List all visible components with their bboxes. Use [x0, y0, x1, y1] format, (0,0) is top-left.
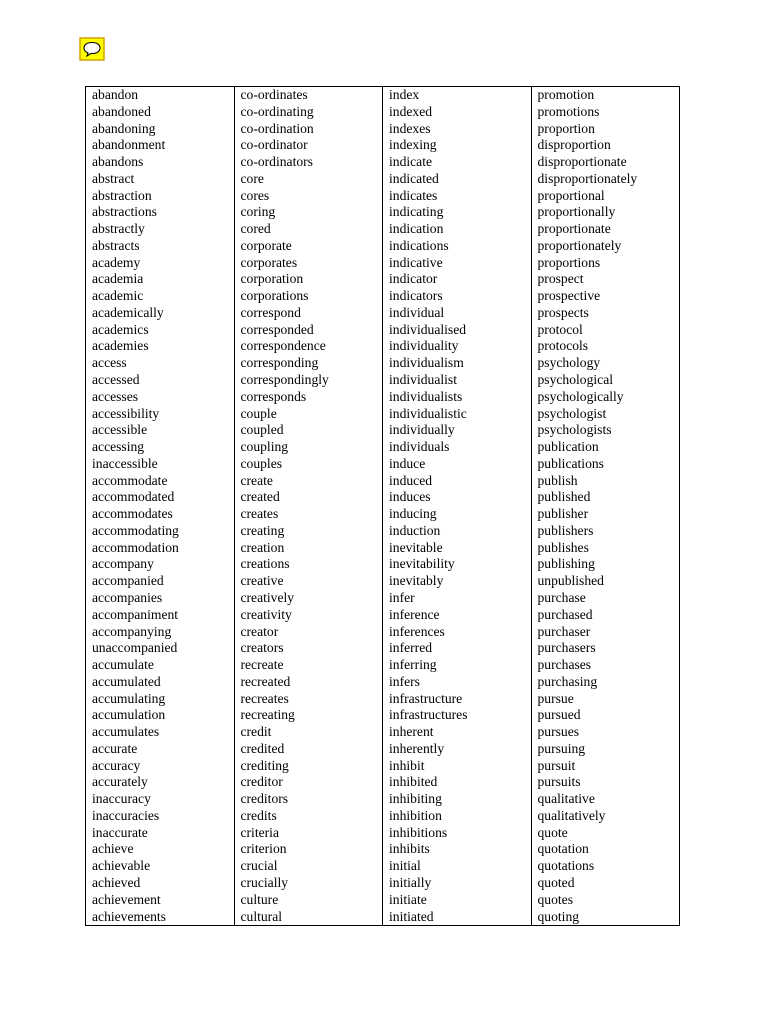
- word-entry: accessibility: [92, 405, 160, 421]
- word-entry: publishing: [537, 556, 595, 572]
- word-entry: publishers: [537, 522, 594, 538]
- word-entry: abstracts: [92, 237, 140, 253]
- word-entry: protocol: [537, 321, 583, 337]
- word-entry: criterion: [240, 841, 287, 857]
- word-entry: accompaniment: [92, 606, 179, 622]
- word-entry: cored: [240, 221, 271, 237]
- word-entry: initiated: [389, 908, 434, 924]
- word-entry: inaccessible: [92, 455, 158, 471]
- word-entry: crediting: [240, 757, 289, 773]
- word-entry: achievements: [92, 908, 166, 924]
- word-entry: correspond: [240, 304, 301, 320]
- word-list-table: [85, 86, 680, 926]
- word-entry: inhibiting: [389, 791, 442, 807]
- word-entry: indicate: [389, 154, 433, 170]
- word-entry: induces: [389, 489, 431, 505]
- word-entry: inevitability: [389, 556, 455, 572]
- word-entry: corporation: [240, 271, 304, 287]
- word-entry: disproportionate: [537, 154, 627, 170]
- word-entry: accumulates: [92, 724, 160, 740]
- word-entry: inherently: [389, 740, 445, 756]
- word-entry: recreate: [240, 657, 284, 673]
- word-entry: inherent: [389, 724, 434, 740]
- word-entry: accommodates: [92, 506, 173, 522]
- word-entry: accompanies: [92, 589, 163, 605]
- word-entry: published: [537, 489, 591, 505]
- word-entry: purchased: [537, 606, 593, 622]
- word-entry: creator: [240, 623, 279, 639]
- word-entry: access: [92, 355, 127, 371]
- word-entry: purchasing: [537, 673, 598, 689]
- word-entry: indicative: [389, 254, 443, 270]
- word-entry: publications: [537, 455, 604, 471]
- word-entry: protocols: [537, 338, 589, 354]
- word-entry: pursued: [537, 707, 581, 723]
- word-column-4: [531, 87, 680, 925]
- word-entry: credited: [240, 740, 285, 756]
- word-entry: pursues: [537, 724, 580, 740]
- word-entry: creators: [240, 640, 284, 656]
- word-entry: achieve: [92, 841, 134, 857]
- word-entry: inaccurate: [92, 824, 148, 840]
- word-entry: created: [240, 489, 280, 505]
- word-entry: individualised: [389, 321, 467, 337]
- word-entry: indicates: [389, 187, 438, 203]
- word-entry: inaccuracy: [92, 791, 151, 807]
- word-entry: inducing: [389, 506, 437, 522]
- word-entry: co-ordinating: [240, 103, 314, 119]
- word-entry: cores: [240, 187, 270, 203]
- word-entry: individualist: [389, 372, 457, 388]
- word-entry: credits: [240, 807, 277, 823]
- word-entry: accesses: [92, 388, 139, 404]
- word-entry: prospect: [537, 271, 584, 287]
- word-entry: inhibited: [389, 774, 438, 790]
- word-entry: accuracy: [92, 757, 141, 773]
- word-entry: prospects: [537, 304, 589, 320]
- word-entry: creatively: [240, 589, 295, 605]
- word-entry: cultural: [240, 908, 283, 924]
- word-column-3: [382, 87, 531, 925]
- word-entry: inhibit: [389, 757, 425, 773]
- word-entry: create: [240, 472, 273, 488]
- word-entry: prospective: [537, 288, 601, 304]
- word-entry: creditors: [240, 791, 289, 807]
- word-entry: infrastructure: [389, 690, 463, 706]
- word-entry: coupled: [240, 422, 284, 438]
- word-entry: creations: [240, 556, 290, 572]
- word-entry: abstract: [92, 170, 135, 186]
- word-entry: accommodate: [92, 472, 168, 488]
- word-entry: core: [240, 170, 264, 186]
- word-entry: criteria: [240, 824, 279, 840]
- word-entry: corresponds: [240, 388, 307, 404]
- word-entry: induce: [389, 455, 426, 471]
- word-entry: corporates: [240, 254, 298, 270]
- word-entry: abandons: [92, 154, 144, 170]
- word-entry: indexed: [389, 103, 433, 119]
- word-entry: individuality: [389, 338, 459, 354]
- word-entry: abandoned: [92, 103, 151, 119]
- word-entry: index: [389, 87, 420, 102]
- word-entry: accessing: [92, 439, 145, 455]
- word-entry: infer: [389, 589, 415, 605]
- word-entry: abstraction: [92, 187, 152, 203]
- word-entry: purchases: [537, 657, 592, 673]
- word-entry: corresponded: [240, 321, 314, 337]
- word-entry: accumulating: [92, 690, 166, 706]
- word-entry: publication: [537, 439, 599, 455]
- word-entry: accumulated: [92, 673, 161, 689]
- word-entry: accommodating: [92, 522, 179, 538]
- word-entry: accurate: [92, 740, 138, 756]
- word-entry: co-ordinates: [240, 87, 308, 102]
- word-entry: creditor: [240, 774, 283, 790]
- word-entry: unpublished: [537, 573, 604, 589]
- word-entry: coupling: [240, 439, 289, 455]
- word-entry: coring: [240, 204, 276, 220]
- word-entry: indicator: [389, 271, 438, 287]
- word-entry: crucially: [240, 874, 289, 890]
- word-entry: inferring: [389, 657, 437, 673]
- word-entry: promotion: [537, 87, 595, 102]
- word-entry: recreating: [240, 707, 295, 723]
- word-entry: initial: [389, 858, 421, 874]
- word-entry: individualism: [389, 355, 464, 371]
- word-entry: accommodation: [92, 539, 179, 555]
- word-entry: proportionately: [537, 237, 622, 253]
- word-entry: inferred: [389, 640, 433, 656]
- word-entry: academics: [92, 321, 149, 337]
- word-entry: qualitatively: [537, 807, 606, 823]
- word-entry: couple: [240, 405, 277, 421]
- word-entry: psychologist: [537, 405, 607, 421]
- word-entry: indexes: [389, 120, 431, 136]
- word-entry: publisher: [537, 506, 589, 522]
- word-entry: accompany: [92, 556, 154, 572]
- word-entry: creation: [240, 539, 285, 555]
- word-entry: quoting: [537, 908, 580, 924]
- word-entry: inferences: [389, 623, 445, 639]
- word-entry: corporations: [240, 288, 309, 304]
- word-entry: accompanying: [92, 623, 172, 639]
- word-entry: indexing: [389, 137, 437, 153]
- word-entry: accompanied: [92, 573, 164, 589]
- word-column-2: [234, 87, 383, 925]
- word-entry: proportion: [537, 120, 595, 136]
- word-entry: co-ordinator: [240, 137, 308, 153]
- word-entry: individuals: [389, 439, 450, 455]
- word-entry: quotation: [537, 841, 589, 857]
- word-entry: abstractions: [92, 204, 157, 220]
- word-entry: accumulation: [92, 707, 166, 723]
- word-entry: infrastructures: [389, 707, 468, 723]
- word-entry: indicated: [389, 170, 439, 186]
- word-entry: individualists: [389, 388, 463, 404]
- word-entry: quotes: [537, 891, 573, 907]
- word-entry: academies: [92, 338, 149, 354]
- word-entry: proportionate: [537, 221, 611, 237]
- word-entry: accessible: [92, 422, 148, 438]
- word-entry: abandoning: [92, 120, 156, 136]
- word-entry: inhibition: [389, 807, 442, 823]
- word-entry: infers: [389, 673, 420, 689]
- word-entry: initiate: [389, 891, 427, 907]
- word-entry: corporate: [240, 237, 292, 253]
- word-entry: unaccompanied: [92, 640, 178, 656]
- word-entry: co-ordination: [240, 120, 314, 136]
- word-entry: disproportion: [537, 137, 611, 153]
- word-entry: academy: [92, 254, 141, 270]
- word-entry: publishes: [537, 539, 589, 555]
- word-entry: academia: [92, 271, 144, 287]
- word-entry: correspondingly: [240, 372, 329, 388]
- word-entry: proportionally: [537, 204, 616, 220]
- word-entry: induction: [389, 522, 441, 538]
- word-entry: quote: [537, 824, 568, 840]
- word-entry: inevitably: [389, 573, 444, 589]
- word-entry: credit: [240, 724, 272, 740]
- word-entry: indication: [389, 221, 444, 237]
- word-entry: corresponding: [240, 355, 319, 371]
- word-entry: psychologists: [537, 422, 612, 438]
- word-entry: quotations: [537, 858, 595, 874]
- word-entry: publish: [537, 472, 578, 488]
- word-entry: qualitative: [537, 791, 595, 807]
- word-entry: individually: [389, 422, 455, 438]
- word-entry: indications: [389, 237, 449, 253]
- word-entry: inhibits: [389, 841, 430, 857]
- word-entry: pursue: [537, 690, 574, 706]
- word-entry: psychologically: [537, 388, 624, 404]
- word-entry: proportional: [537, 187, 605, 203]
- comment-icon[interactable]: [79, 37, 105, 61]
- word-entry: promotions: [537, 103, 600, 119]
- word-entry: co-ordinators: [240, 154, 313, 170]
- word-entry: individual: [389, 304, 445, 320]
- word-entry: inference: [389, 606, 440, 622]
- word-entry: inevitable: [389, 539, 443, 555]
- word-entry: creativity: [240, 606, 292, 622]
- word-entry: achievement: [92, 891, 161, 907]
- word-entry: accurately: [92, 774, 148, 790]
- word-entry: recreated: [240, 673, 291, 689]
- word-entry: abandon: [92, 87, 139, 102]
- word-entry: inaccuracies: [92, 807, 160, 823]
- word-entry: accumulate: [92, 657, 154, 673]
- word-entry: creates: [240, 506, 279, 522]
- word-entry: disproportionately: [537, 170, 638, 186]
- word-entry: accommodated: [92, 489, 175, 505]
- word-entry: individualistic: [389, 405, 467, 421]
- word-entry: pursuing: [537, 740, 586, 756]
- word-entry: indicators: [389, 288, 443, 304]
- word-entry: culture: [240, 891, 279, 907]
- word-entry: crucial: [240, 858, 278, 874]
- word-entry: purchase: [537, 589, 586, 605]
- word-entry: quoted: [537, 874, 575, 890]
- word-column-1: [86, 87, 234, 925]
- word-entry: pursuits: [537, 774, 581, 790]
- word-entry: abstractly: [92, 221, 145, 237]
- word-entry: purchaser: [537, 623, 591, 639]
- word-entry: pursuit: [537, 757, 576, 773]
- word-entry: couples: [240, 455, 283, 471]
- word-entry: purchasers: [537, 640, 596, 656]
- word-entry: creating: [240, 522, 285, 538]
- word-entry: achieved: [92, 874, 141, 890]
- word-entry: psychological: [537, 372, 614, 388]
- word-entry: psychology: [537, 355, 601, 371]
- word-entry: initially: [389, 874, 432, 890]
- word-entry: inhibitions: [389, 824, 448, 840]
- word-entry: achievable: [92, 858, 151, 874]
- word-entry: indicating: [389, 204, 444, 220]
- word-entry: correspondence: [240, 338, 326, 354]
- word-entry: abandonment: [92, 137, 166, 153]
- word-entry: induced: [389, 472, 433, 488]
- word-entry: proportions: [537, 254, 601, 270]
- word-entry: recreates: [240, 690, 289, 706]
- word-entry: academic: [92, 288, 144, 304]
- word-entry: creative: [240, 573, 284, 589]
- word-entry: academically: [92, 304, 164, 320]
- word-entry: accessed: [92, 372, 140, 388]
